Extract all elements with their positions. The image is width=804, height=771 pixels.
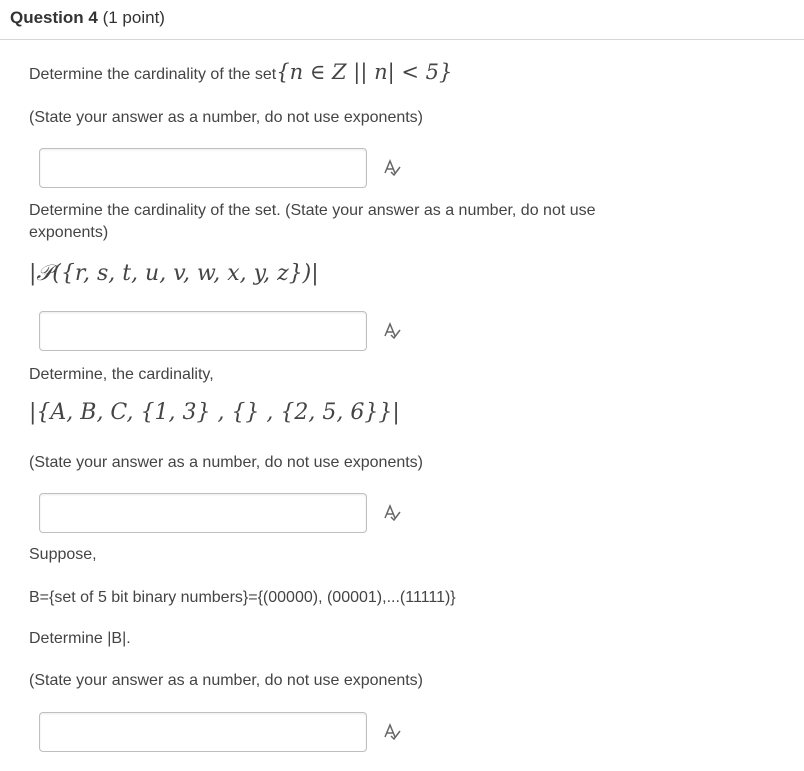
spell-check-icon[interactable] (383, 322, 401, 340)
part-1-instruction: (State your answer as a number, do not use exponents) (29, 109, 424, 126)
part-3-prompt: Determine, the cardinality, (29, 366, 214, 383)
question-header (0, 0, 804, 40)
part-4-definition: B={set of 5 bit binary numbers}={(00000), (00001),...(11111)} (29, 589, 456, 606)
spell-check-icon[interactable] (383, 159, 401, 177)
question-title (10, 8, 165, 28)
spell-check-icon[interactable] (383, 723, 401, 741)
question-points: (1 point) (102, 8, 165, 27)
part-3-math: |{A, B, C, {1, 3} , {} , {2, 5, 6}}| (29, 400, 400, 425)
part-1-prompt-line (29, 61, 452, 86)
part-2-prompt-line-2: exponents) (29, 224, 109, 241)
part-3-instruction: (State your answer as a number, do not use exponents) (29, 454, 424, 471)
part-4-prompt: Determine |B|. (29, 630, 131, 647)
part-3-answer-input[interactable] (39, 493, 367, 533)
question-number: Question 4 (10, 8, 98, 27)
part-2-answer-input[interactable] (39, 311, 367, 351)
part-2-math: |𝒫({r, s, t, u, v, w, x, y, z})| (29, 261, 319, 286)
part-4-suppose: Suppose, (29, 546, 97, 563)
part-2-prompt-line-1: Determine the cardinality of the set. (State your answer as a number, do not use (29, 202, 596, 219)
part-1-prompt: Determine the cardinality of the set (29, 66, 277, 83)
part-1-math: {n ∈ Z || n| < 5} (276, 60, 453, 84)
spell-check-icon[interactable] (383, 504, 401, 522)
part-4-instruction: (State your answer as a number, do not use exponents) (29, 672, 424, 689)
part-1-answer-input[interactable] (39, 148, 367, 188)
part-4-answer-input[interactable] (39, 712, 367, 752)
